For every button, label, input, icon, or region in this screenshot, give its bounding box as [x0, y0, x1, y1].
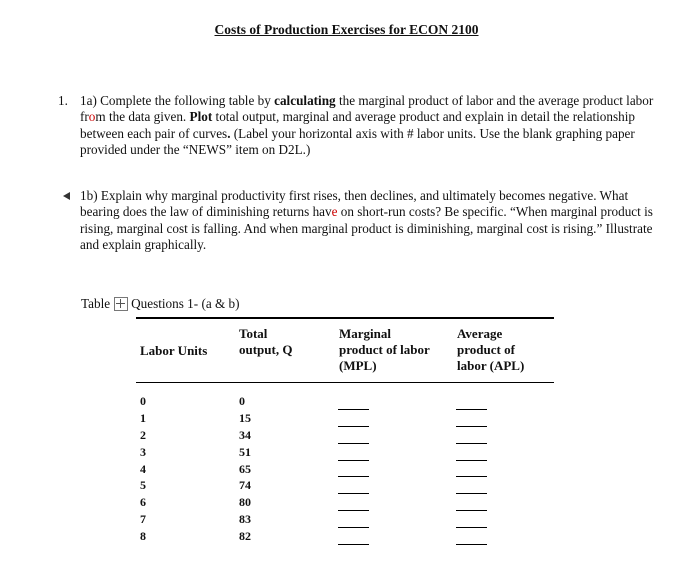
question-1b-text: 1b) Explain why marginal productivity first rises, then declines, and ultimately becomes negative. What bearing does the law of diminishing returns have on short-run costs? Be specific. “When marginal product is rising, marginal cost is falling. And when marginal product is diminishing, marginal cost is rising.” Illustrate and explain graphically.: [80, 188, 653, 252]
table-cell: 82: [239, 529, 251, 544]
answer-blank[interactable]: [338, 528, 369, 545]
table-cell: 15: [239, 410, 251, 425]
table-cell: 2: [140, 427, 146, 442]
header-labor-units: Labor Units: [140, 343, 208, 358]
total-output-column: [239, 393, 251, 545]
answer-blank[interactable]: [338, 410, 369, 427]
spellcheck-mark: o: [88, 109, 96, 125]
table-cell: 51: [239, 444, 251, 459]
answer-blank[interactable]: [456, 410, 487, 427]
table-cell: 5: [140, 478, 146, 493]
header-apl: Average product of labor (APL): [457, 326, 525, 373]
answer-blank[interactable]: [338, 511, 369, 528]
answer-blank[interactable]: [338, 444, 369, 461]
mpl-blank-column: [338, 393, 369, 545]
table-cell: 0: [140, 394, 146, 408]
answer-blank[interactable]: [338, 393, 369, 410]
answer-blank[interactable]: [456, 511, 487, 528]
table-cell: 6: [140, 495, 146, 510]
table-move-handle-icon[interactable]: [114, 297, 128, 311]
answer-blank[interactable]: [456, 444, 487, 461]
answer-blank[interactable]: [456, 393, 487, 410]
table-cell: 8: [140, 529, 146, 544]
answer-blank[interactable]: [456, 528, 487, 545]
answer-blank[interactable]: [456, 427, 487, 444]
table-cell: 1: [140, 410, 146, 425]
table-cell: 80: [239, 495, 251, 510]
answer-blank[interactable]: [338, 461, 369, 478]
document-title: Costs of Production Exercises for ECON 2100: [214, 22, 479, 37]
answer-blank[interactable]: [338, 477, 369, 494]
answer-blank[interactable]: [338, 494, 369, 511]
table-cell: 0: [239, 394, 245, 408]
table-cell: 34: [239, 427, 251, 442]
answer-blank[interactable]: [456, 461, 487, 478]
question-number: 1.: [58, 93, 68, 108]
table-cell: 83: [239, 512, 251, 527]
answer-blank[interactable]: [456, 477, 487, 494]
answer-blank[interactable]: [456, 494, 487, 511]
table-cell: 7: [140, 512, 146, 527]
labor-units-column: [140, 393, 146, 545]
table-cell: 3: [140, 444, 146, 459]
header-total-output: Total output, Q: [239, 326, 293, 357]
table-top-rule: [136, 317, 554, 319]
apl-blank-column: [456, 393, 487, 545]
table-header-rule: [136, 382, 554, 383]
collapse-triangle-icon[interactable]: [63, 192, 70, 200]
table-caption: Table Questions 1- (a & b): [81, 296, 240, 311]
header-mpl: Marginal product of labor (MPL): [339, 326, 430, 373]
table-cell: 74: [239, 478, 251, 493]
table-cell: 4: [140, 461, 146, 476]
question-1a-text: 1a) Complete the following table by calculating the marginal product of labor and the average product labor from the data given. Plot total output, marginal and average product and explain in detail the relationship between each pair of curves. (Label your horizontal axis with # labor units. Use the blank graphing paper provided under the “NEWS” item on D2L.): [80, 93, 654, 157]
table-cell: 65: [239, 461, 251, 476]
answer-blank[interactable]: [338, 427, 369, 444]
spellcheck-mark: e: [331, 204, 338, 220]
